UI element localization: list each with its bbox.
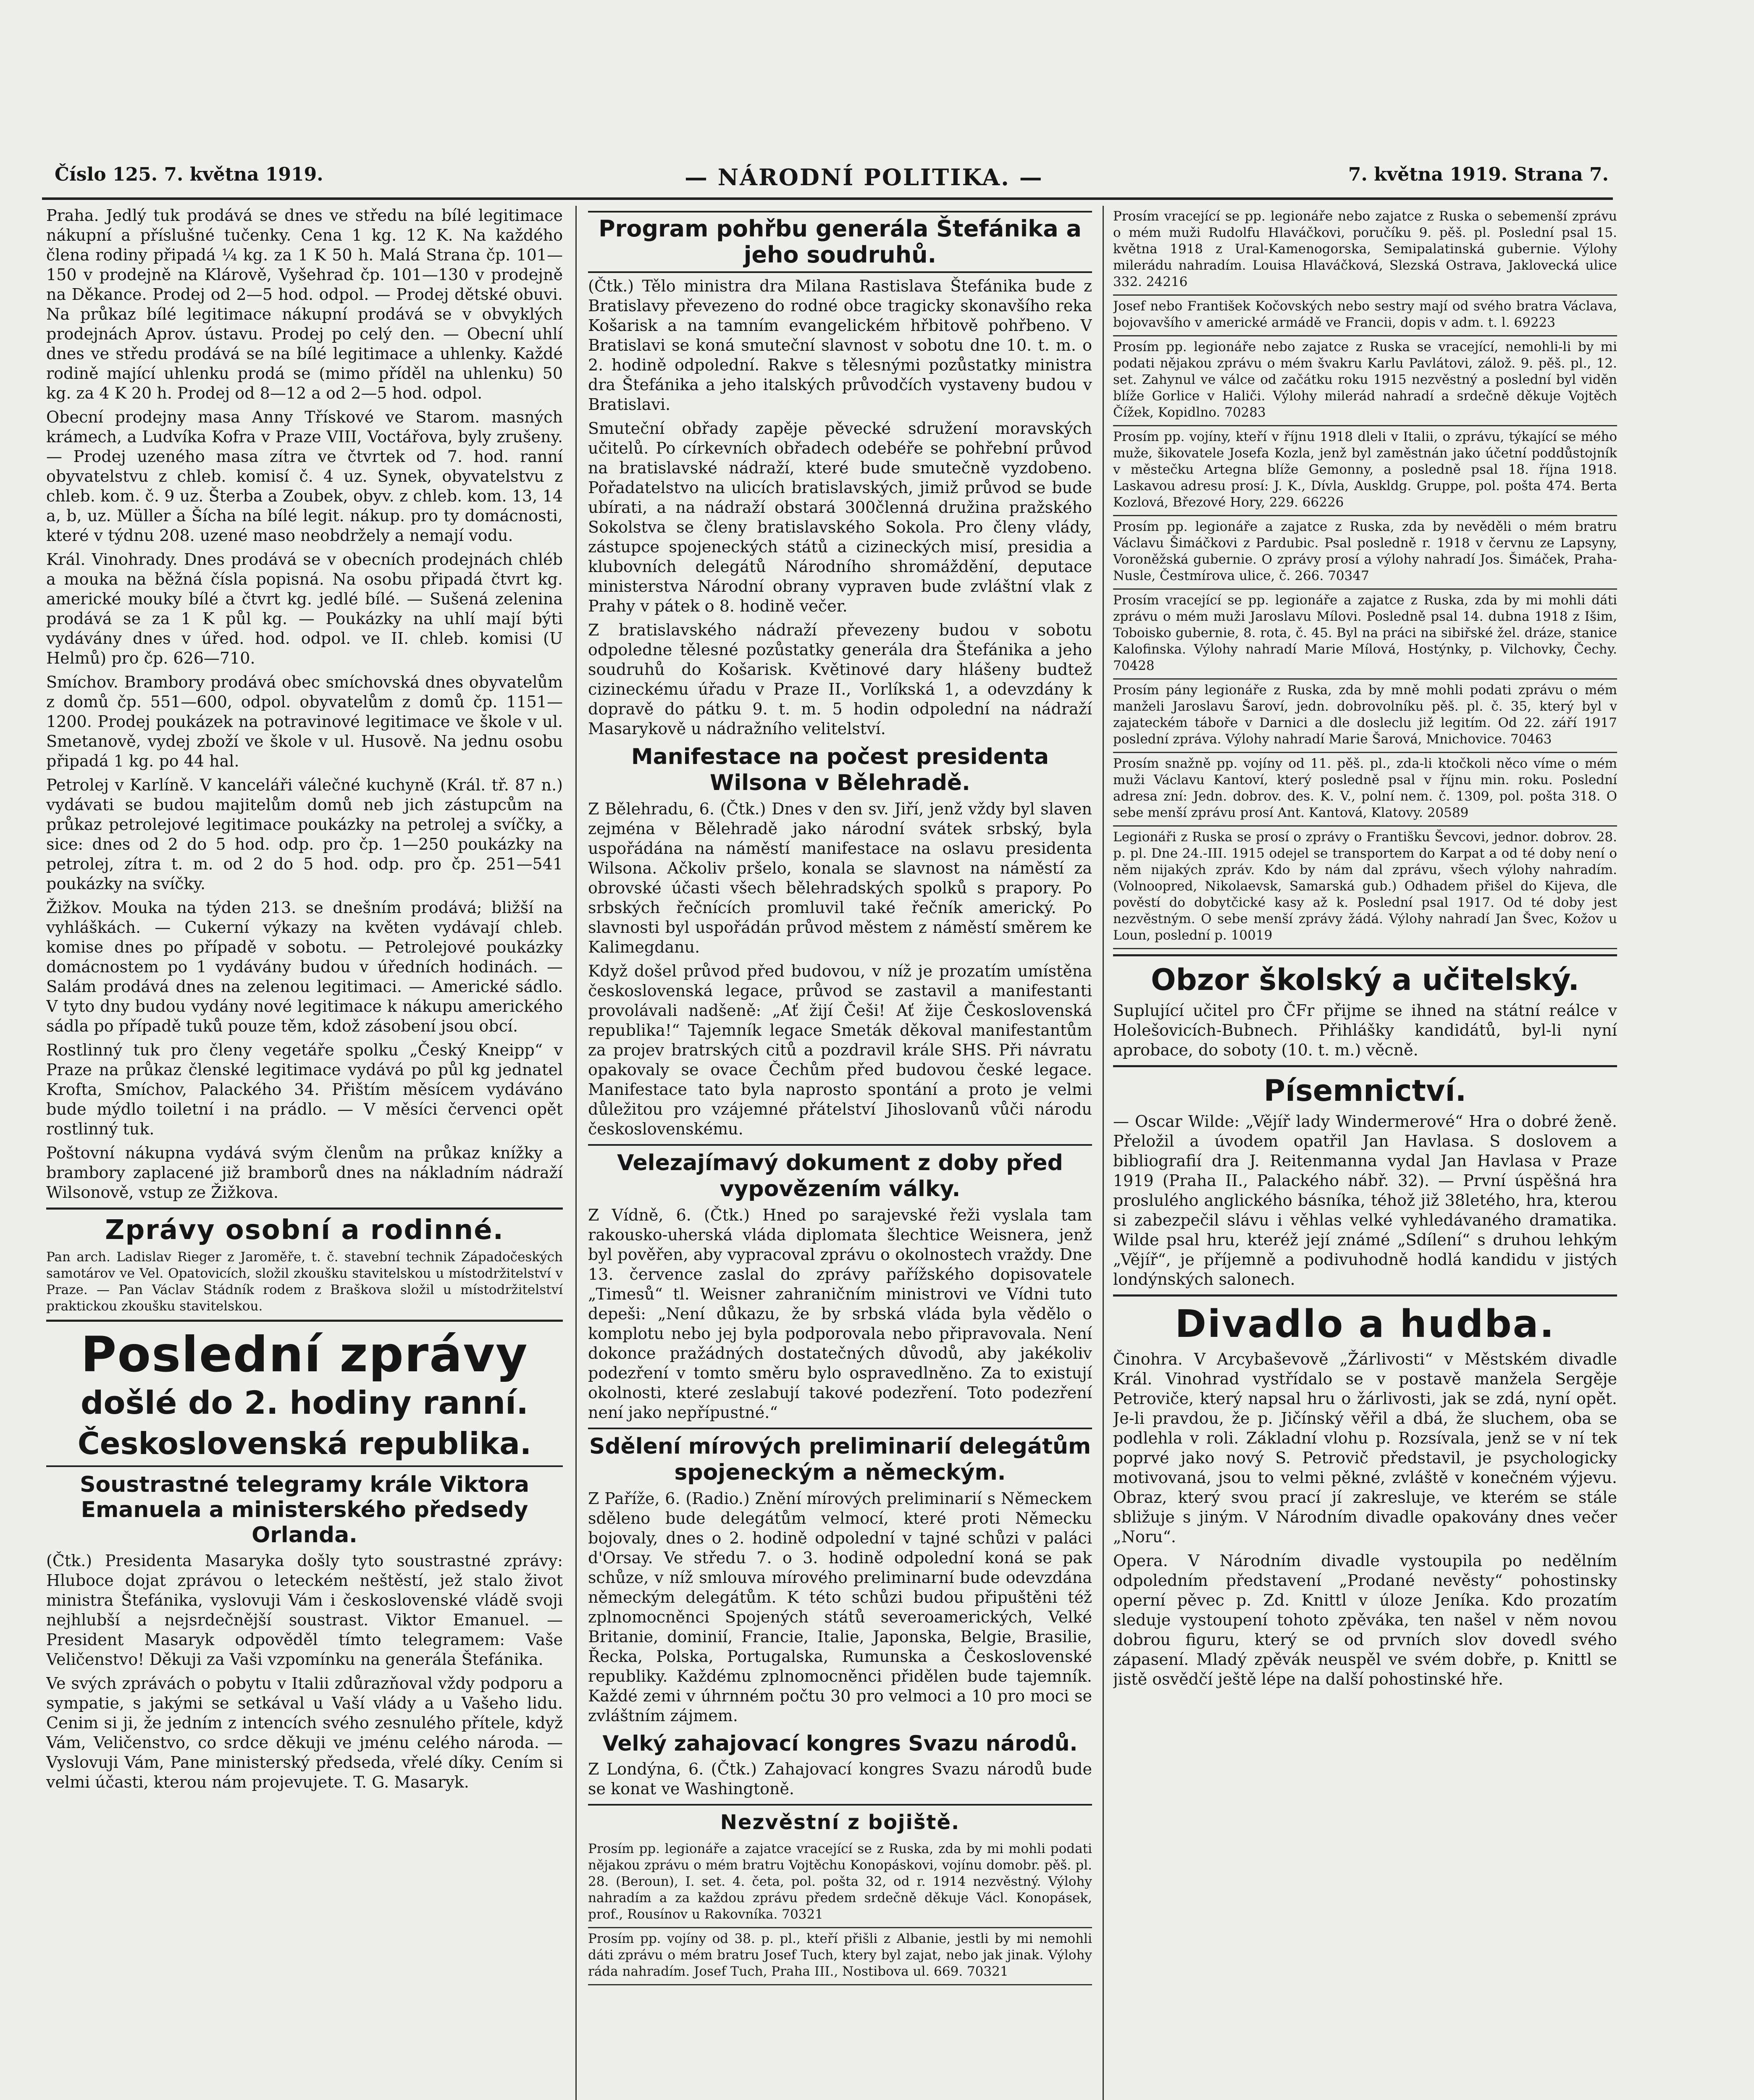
article-paragraph: Suplující učitel pro ČFr přijme se ihned na státní reálce v Holešovicích-Bubnech. Přihlášky kandidátů, byl-li nyní aprobace, do soboty (10. t. m.) věcně. (1113, 1001, 1617, 1059)
article-heading-prewar-document: Velezajímavý dokument z doby před vypovězením války. (588, 1144, 1092, 1202)
article-paragraph: Z Vídně, 6. (Čtk.) Hned po sarajevské řeži vyslala tam rakousko-uherská vláda diplomata šlechtice Weisnera, jenž byl pověřen, aby vypracoval zprávu o okolnostech vraždy. Dne 13. července zaslal do zprávy pařížského dopisovatele „Timesů“ tl. Weisner zahraničním ministrovi ve Vídni tuto depeši: „Není důkazu, že by srbská vláda byla vědělo o komplotu nebo jej byla podporovala nebo připravovala. Není dokonce pražádných dostatečných důvodů, aby jakékoliv podezření v tomto směru bylo ospravedlněno. Za to existují okolnosti, které zeslabují takové podezření. Toto podezření není jako nepřípustné.“ (588, 1206, 1092, 1422)
article-paragraph: Opera. V Národním divadle vystoupila po nedělním odpoledním představení „Prodané nevěsty“ pohostinsky operní pěvec p. Zd. Knittl v úloze Jeníka. Kdo prozatím sleduje vystoupení tohoto zpěváka, ten našel v něm novou dobrou figuru, který se od prvních slov dovedl svého zápasení. Mladý zpěvák neuspěl ve svém dobře, p. Knittl se jistě osvědčí ještě lépe na další pohostinské hře. (1113, 1551, 1617, 1688)
section-heading-theatre-music: Divadlo a hudba. (1113, 1294, 1617, 1346)
column-divider (575, 206, 577, 2100)
classified-ad (1113, 336, 1617, 426)
article-paragraph: Král. Vinohrady. Dnes prodává se v obecních prodejnách chléb a mouka na běžná čísla popisná. Na osobu připadá čtvrt kg. americké mouky bílé a čtvrt kg. jedlé bílé. — Sušená zelenina prodává se za 1 K půl kg. — Poukázky na uhlí mají býti vydávány dnes v úřed. hod. odpol. ve II. chleb. komisi (U Helmů) pro čp. 626—710. (46, 550, 563, 667)
column-divider (1103, 206, 1104, 2100)
article-paragraph: Petrolej v Karlíně. V kanceláři válečné kuchyně (Král. tř. 87 n.) vydávati se budou majitelům domů neb jich zástupcům na průkaz petrolejové legitimace poukázky na petrolej a svíčky, a sice: dnes od 2 do 5 hod. odp. pro čp. 1—250 poukázky na petrolej, zítra t. m. od 2 do 5 hod. odp. pro čp. 251—541 poukázky na svíčky. (46, 776, 563, 893)
section-heading-latest-news: Poslední zprávy (46, 1320, 563, 1380)
section-heading-personal-news: Zprávy osobní a rodinné. (46, 1208, 563, 1246)
latest-news-subheading: došlé do 2. hodiny ranní. (81, 1384, 528, 1421)
classified-ad (588, 1838, 1092, 1928)
classified-ad-text: Josef nebo František Kočovských nebo sestry mají od svého bratra Václava, bojovavšího v americké armádě ve Francii, dopis v adm. t. l. 69223 (1113, 299, 1617, 330)
column-1 (46, 206, 563, 2100)
classified-ad (1113, 206, 1617, 296)
section-heading-school-teachers: Obzor školský a učitelský. (1113, 954, 1617, 998)
article-paragraph: Ve svých zprávách o pobytu v Italii zdůrazňoval vždy podporu a sympatie, s jakými se setkával u Vaší vlády a u Vašeho lidu. Cenim si ji, že jedním z intencích svého zesnulého přítele, když Vám, Veličenstvo, co srdce děkuji ve jménu celého národa. — Vyslovuji Vám, Pane ministerský předseda, vřelé díky. Cením si velmi účasti, kterou nám projevujete. T. G. Masaryk. (46, 1674, 563, 1791)
article-paragraph: Když došel průvod před budovou, v níž je prozatím umístěna československá legace, průvod se zastavil a manifestanti provolávali nadšeně: „Ať žijí Češi! Ať žije Československá republika!“ Tajemník legace Smeták děkoval manifestantům za projev bratrských citů a pozdravil krále SHS. Při návratu opakovaly se ovace Čechům před budovou české legace. Manifestace tato byla naprosto spontání a proto je velmi důležitou pro vzájemné přátelství Jihoslovanů vůči národu československému. (588, 962, 1092, 1138)
column-3 (1113, 206, 1617, 2100)
classified-ad (1113, 827, 1617, 949)
article-heading-funeral-program: Program pohřbu generála Štefánika a jeho soudruhů. (588, 211, 1092, 273)
masthead (38, 164, 1609, 193)
classified-ad-text: Prosím pp. legionáře a zajatce z Ruska, zda by nevěděli o mém bratru Václavu Šimáčkovi z Pardubic. Psal posledně r. 1918 v červnu ze Lapsyny, Voroněžská gubernie. O zprávy prosí a výlohy nahradí Jos. Šimáček, Praha-Nusle, Čestmírova ulice, č. 266. 70347 (1113, 519, 1617, 583)
personal-news-text: Pan arch. Ladislav Rieger z Jaroměře, t. č. stavební technik Západočeských samotárov ve Vel. Opatovicích, složil zkoušku stavitelskou u místodržitelství v Praze. — Pan Václav Stádník rodem z Braškova složil u místodržitelství praktickou zkoušku stavitelskou. (46, 1250, 563, 1314)
article-paragraph: Smíchov. Brambory prodává obec smíchovská dnes obyvatelům z domů čp. 551—600, odpol. obyvatelům z domů čp. 1151—1200. Prodej poukázek na potravinové legitimace ve škole v ul. Smetanově, vydej zboží ve škole v ul. Husově. Na jednu osobu připadá 1 kg. po 44 hal. (46, 673, 563, 770)
article-paragraph: Z Paříže, 6. (Radio.) Znění mírových preliminarií s Německem sděleno bude delegátům velmocí, které proti Německu bojovaly, dnes o 2. hodině odpolední v tajné schůzi v paláci d'Orsay. Ve středu 7. o 3. hodině odpolední koná se pak schůze, v níž smlouva mírového preliminarní bude odevzdána německým delegátům. K této schůzi budou připuštěni též zplnomocněnci Spojených států severoamerických, Velké Britanie, dominií, Francie, Italie, Japonska, Belgie, Brasilie, Řecka, Polska, Portugalska, Rumunska a Československé republiky. Každému zplnomocněnci přidělen bude tajemník. Každé zemi v úhrnném počtu 30 pro velmoci a 10 pro moci se zvláštním zájmem. (588, 1489, 1092, 1725)
article-paragraph: Poštovní nákupna vydává svým členům na průkaz knížky a brambory zaplacené již bramborů dnes na nákladním nádraží Wilsonově, vstup ze Žižkova. (46, 1144, 563, 1202)
article-paragraph: — Oscar Wilde: „Vějíř lady Windermerové“ Hra o dobré ženě. Přeložil a úvodem opatřil Jan Havlasa. S doslovem a bibliografií dra J. Reitenmanna vydal Jan Havlasa v Praze 1919 (Praha II., Palackého nábř. 32). — První úspěšná hra proslulého anglického básníka, téhož již 38letého, hra, kterou si zabezpečil slávu i věhlas velké vyhledávaného dramatika. Wilde psal hru, kteréž její známé „Sdílení“ s druhou lehkým „Vějíř“, je příjemně a podivuhodně hodlá kandidu v jistých londýnských salonech. (1113, 1112, 1617, 1289)
article-paragraph: (Čtk.) Tělo ministra dra Milana Rastislava Štefánika bude z Bratislavy převezeno do rodné obce tragicky skonavšího reka Košarisk a na tamním evangelickém hřbitově pohřbeno. V Bratislavi se koná smuteční slavnost v sobotu dne 10. t. m. o 2. hodině odpolední. Rakve s tělesnými pozůstatky ministra dra Štefánika a jeho italských průvodčích vystaveny budou v Bratislavi. (588, 277, 1092, 414)
article-heading-wilson-manifestation: Manifestace na počest presidenta Wilsona v Bělehradě. (631, 744, 1049, 795)
classified-ad-text: Prosím pány legionáře z Ruska, zda by mně mohli podati zprávu o mém manželi Jaroslavu Šaroví, jedn. dobrovolníku pěš. pl. č. 35, který byl v zajateckém táboře v Darnici a dle dosleclu již legitím. Od 22. září 1917 poslední zpráva. Výlohy nahradí Marie Šarová, Mnichovice. 70463 (1113, 682, 1617, 747)
section-heading-literature: Písemnictví. (1113, 1065, 1617, 1108)
article-heading-condolences: Soustrastné telegramy krále Viktora Emanuela a ministerského předsedy Orlanda. (80, 1472, 529, 1548)
article-paragraph: Praha. Jedlý tuk prodává se dnes ve středu na bílé legitimace nákupní a příslušné tučenky. Cena 1 kg. 12 K. Na každého člena rodiny připadá ¼ kg. za 1 K 50 h. Malá Strana čp. 101—150 v prodejně na Klárově, Vyšehrad čp. 101—130 v prodejně na Děkance. Prodej od 2—5 hod. odpol. — Prodej dětské obuvi. Na průkaz bílé legitimace nákupní prodává se v obvyklých prodejnách Aprov. ústavu. Prodej po celý den. — Obecní uhlí dnes ve středu prodává se na bílé legitimace a uhlenky. Každé rodině mající uhlenku prodá se (mimo příděl na uhlenku) 50 kg. za 4 K 20 h. Prodej od 8—12 a od 2—5 hod. odpol. (46, 206, 563, 402)
article-paragraph: Rostlinný tuk pro členy vegetáře spolku „Český Kneipp“ v Praze na průkaz členské legitimace vydává po půl kg jednatel Krofta, Smíchov, Palackého 34. Přištím měsícem vydáváno bude mýdlo toiletní i na prádlo. — V měsíci červenci opět rostlinný tuk. (46, 1041, 563, 1138)
paper-title: — NÁRODNÍ POLITIKA. — (685, 164, 1043, 191)
classified-ad-text: Prosím vracející se pp. legionáře nebo zajatce z Ruska o sebemenší zprávu o mém muži Rudolfu Hlaváčkovi, poručíku 9. pěš. pl. Poslední psal 15. května 1918 z Ural-Kamenogorska, Semipalatinská gubernie. Výlohy milerádu nahradím. Louisa Hlaváčková, Slezská Ostrava, Jaklovecká ulice 332. 24216 (1113, 209, 1617, 289)
classified-ad (1113, 426, 1617, 516)
article-paragraph: Žižkov. Mouka na týden 213. se dnešním prodává; bližší na vyhláškách. — Cukerní výkazy na květen vydávají chleb. komise dnes po případě v sobotu. — Petrolejové poukázky domácnostem po 1 vydávány budou v úředních hodinách. — Salám prodává dnes na zelenou legitimaci. — Americké sádlo. V tyto dny budou vydány nové legitimace k nákupu amerického sádla po případě tuků pouze těm, kdož zásobení jsou obcí. (46, 898, 563, 1035)
article-paragraph: Z Bělehradu, 6. (Čtk.) Dnes v den sv. Jiří, jenž vždy byl slaven zejména v Bělehradě jako národní svátek srbský, byla uspořádána na náměstí manifestace na oslavu presidenta Wilsona. Ačkoliv pršelo, konala se slavnost na náměstí za obrovské účasti všech bělehradských spolků s prapory. Po srbských řečnících promluvil také řečník americký. Po slavnosti byl uspořádán průvod městem z náměstí směrem ke Kalimegdanu. (588, 800, 1092, 956)
masthead-rule (42, 197, 1613, 200)
classified-ad (1113, 680, 1617, 753)
article-paragraph: Obecní prodejny masa Anny Třískové ve Starom. masných krámech, a Ludvíka Kofra v Praze VIII, Voctářova, byly zrušeny. — Prodej uzeného masa zítra ve čtvrtek od 7. hod. ranní obyvatelstvu z chleb. komisí č. 4 uz. Synek, obyvatelstvu z chleb. kom. č. 9 uz. Šterba a Zoubek, obyv. z chleb. kom. 13, 14 a, b, uz. Müller a Šícha na bílé legit. nákup. pro ty domácnosti, které v týdnu 208. uzené maso neobdržely a nemají vodu. (46, 408, 563, 545)
classified-ad (1113, 753, 1617, 827)
classified-ad-text: Prosím vracející se pp. legionáře a zajatce z Ruska, zda by mi mohli dáti zprávu o mém muži Jaroslavu Mílovi. Posledně psal 14. dubna 1918 z Išim, Toboisko gubernie, 8. rota, č. 45. Byl na práci na sibiřské žel. dráze, stanice Kalofinska. Výlohy nahradí Marie Mílová, Hostýnky, p. Vilchovky, Čechy. 70428 (1113, 593, 1617, 673)
article-paragraph: Z Londýna, 6. (Čtk.) Zahajovací kongres Svazu národů bude se konat ve Washingtoně. (588, 1760, 1092, 1798)
classified-ad (1113, 516, 1617, 590)
issue-number-date: Číslo 125. 7. května 1919. (55, 164, 323, 185)
article-paragraph: (Čtk.) Presidenta Masaryka došly tyto soustrastné zprávy: Hluboce dojat zprávou o leteckém neštěstí, jež stalo život ministra Štefánika, vyslovuji Vám i československé vládě svoji nejhlubší a nejsrdečnější soustrast. Viktor Emanuel. — President Masaryk odpověděl tímto telegramem: Vaše Veličenstvo! Děkuji za Vaši vzpomínku na generála Štefánika. (46, 1551, 563, 1669)
classified-ad-text: Prosím pp. vojíny od 38. p. pl., kteří přišli z Albanie, jestli by mi nemohli dáti zprávu o mém bratru Josef Tuch, ktery byl zajat, nebo jak jinak. Výlohy ráda nahradím. Josef Tuch, Praha III., Nostibova ul. 669. 70321 (588, 1931, 1092, 1979)
classified-ad-text: Prosím pp. legionáře nebo zajatce z Ruska se vracející, nemohli-li by mi podati nějakou zprávu o mém švakru Karlu Pavlátovi, zálož. 9. pěš. pl., 12. set. Zahynul ve válce od začátku roku 1915 nezvěstný a poslední byl viděn blíže Gorlice v Haliči. Výlohy milerád nahradí a srdečně děkuje Vojtěch Čížek, Kopidlno. 70283 (1113, 339, 1617, 420)
article-heading-league-congress: Velký zahajovací kongres Svazu národů. (602, 1731, 1078, 1756)
classified-ad (1113, 590, 1617, 680)
article-paragraph: Smuteční obřady zapěje pěvecké sdružení moravských učitelů. Po církevních obřadech odebéře se pohřební průvod na bratislavské nádraží, které bude smutečně vyzdobeno. Pořadatelstvo na ulicích bratislavských, jimiž průvod se bude ubírati, a na nádraží obstará 300členná družina pražského Sokolstva se členy bratislavského Sokola. Pro členy vlády, zástupce spojeneckých států a cizineckých misí, presidia a klubovních delegátů Národního shromáždění, deputace ministerstva Národní obrany vypraven bude zvláštní vlak z Prahy v pátek o 8. hodině večer. (588, 419, 1092, 615)
classified-ad-text: Prosím pp. legionáře a zajatce vracející se z Ruska, zda by mi mohli podati nějakou zprávu o mém bratru Vojtěchu Konopáskovi, vojínu domobr. pěš. pl. 28. (Beroun), I. set. 4. četa, pol. pošta 32, od r. 1914 nezvěstný. Výlohy nahradím a za každou zprávu předem srdečně děkuje Václ. Konopásek, prof., Rousínov u Rakovníka. 70321 (588, 1841, 1092, 1922)
column-2 (588, 206, 1092, 2100)
article-paragraph: Činohra. V Arcybaševově „Žárlivosti“ v Městském divadle Král. Vinohrad vystřídalo se v postavě manžela Sergěje Petroviče, který napsal hru o žárlivosti, jak se zdá, nyní opět. Je-li pravdou, že p. Jičínský věřil a dbá, že sluchem, oba se podlehla v roli. Základní vlohu p. Rozsívala, jenž se v ní tek poprvé jako nový S. Petrovič představil, je psychologicky motivovaná, jsou to velmi pěkné, zvláště v konečném výjevu. Obraz, který svou prací jí zakresluje, ve kterém se stále sbližuje s jiným. V Národním divadle opakovány dnes večer „Noru“. (1113, 1350, 1617, 1546)
classified-ad (588, 1928, 1092, 1985)
article-paragraph: Z bratislavského nádraží převezeny budou v sobotu odpoledne tělesné pozůstatky generála dra Štefánika a jeho soudruhů do Košarisk. Květinové dary hlášeny budtež cizineckému úřadu v Praze II., Vorlíkská 1, a odevzdány k dopravě do pátku 9. t. m. 5 hodin odpolední na nádraží Masarykově u nádražního velitelství. (588, 621, 1092, 738)
article-heading-peace-preliminaries: Sdělení mírových preliminarií delegátům spojeneckým a německým. (588, 1428, 1092, 1486)
section-heading-missing-soldiers: Nezvěstní z bojiště. (588, 1804, 1092, 1835)
classified-ad (1113, 296, 1617, 336)
section-heading-czechoslovak-republic: Československá republika. (46, 1426, 563, 1467)
classified-ad-text: Prosím pp. vojíny, kteří v říjnu 1918 dleli v Italii, o zprávu, týkající se mého muže, šikovatele Josefa Kozla, jenž byl zaměstnán jako účetní poddůstojník v městečku Artegna blíže Gemonny, a posledně psal 18. října 1918. Laskavou adresu prosí: J. K., Dívla, Auskldg. Gruppe, pol. pošta 474. Berta Kozlová, Březové Hory, 229. 66226 (1113, 429, 1617, 510)
classified-ad-text: Prosím snažně pp. vojíny od 11. pěš. pl., zda-li ktočkoli něco víme o mém muži Václavu Kantoví, který posledně psal v říjnu min. roku. Poslední adresa zní: Jedn. dobrov. des. K. V., polní nem. č. 1309, pol. pošta 318. O sebe menší zprávu prosí Ant. Kantová, Klatovy. 20589 (1113, 756, 1617, 820)
page-date-number: 7. května 1919. Strana 7. (1348, 164, 1609, 185)
classified-ad-text: Legionáři z Ruska se prosí o zprávy o Františku Ševcovi, jednor. dobrov. 28. p. pl. Dne 24.-III. 1915 odejel se transportem do Karpat a od té doby není o něm nijakých zpráv. Kdo by nám dal zprávu, všech výlohy nahradím. (Volnoopred, Nikolaevsk, Samarská gub.) Odhadem přišel do Kijeva, dle pověstí do dobytčické kasy až k. Poslední psal 1917. Od té doby jest nezvěstným. O sebe menší zprávy žádá. Výlohy nahradí Jan Švec, Kožov u Loun, poslední p. 10019 (1113, 830, 1617, 943)
